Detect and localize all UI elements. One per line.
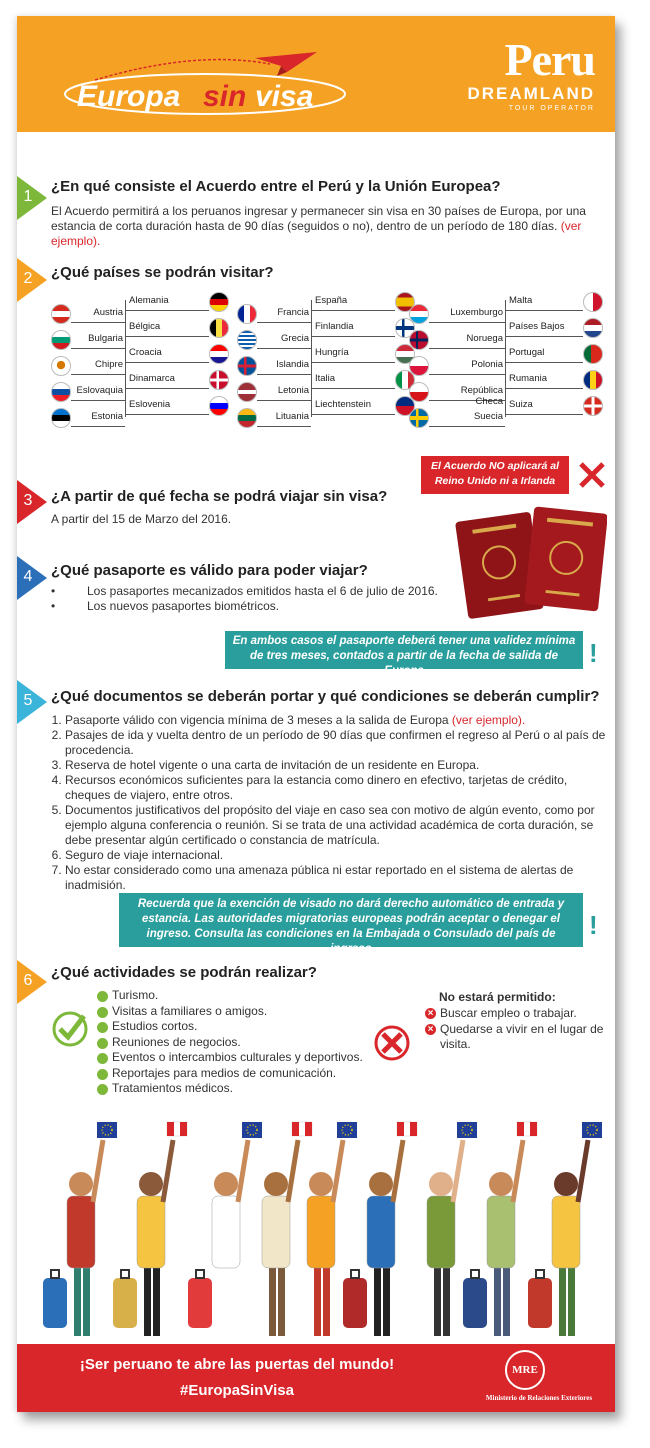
luggage-icon bbox=[343, 1278, 367, 1328]
forbidden-activity-item: × Quedarse a vivir en el lugar de visita. bbox=[425, 1022, 605, 1053]
traveler-arm bbox=[578, 1140, 588, 1202]
traveler-body bbox=[427, 1196, 455, 1268]
traveler-head bbox=[369, 1172, 393, 1196]
document-item: 1. Pasaporte válido con vigencia mínima de 3 meses a la salida de Europa (ver ejemplo). bbox=[65, 713, 607, 728]
allowed-activity-item: Visitas a familiares o amigos. bbox=[97, 1004, 363, 1020]
footer-hashtag[interactable]: #EuropaSinVisa bbox=[180, 1382, 294, 1399]
country-name: Grecia bbox=[281, 333, 309, 344]
traveler-head bbox=[309, 1172, 333, 1196]
traveler-leg bbox=[383, 1266, 390, 1336]
section-2-badge: 2 bbox=[17, 258, 47, 302]
country-name: Polonia bbox=[471, 359, 503, 370]
traveler-body bbox=[67, 1196, 95, 1268]
luggage-icon bbox=[463, 1278, 487, 1328]
section-1-badge: 1 bbox=[17, 176, 47, 220]
traveler-body bbox=[307, 1196, 335, 1268]
traveler-head bbox=[139, 1172, 163, 1196]
flag-icon bbox=[583, 396, 603, 416]
section-4-badge: 4 bbox=[17, 556, 47, 600]
traveler-arm bbox=[163, 1140, 173, 1202]
flag-icon bbox=[409, 330, 429, 350]
flag-icon bbox=[409, 408, 429, 428]
document-item: 2. Pasajes de ida y vuelta dentro de un período de 90 días que confirmen el regreso al Perú o al país de procedencia. bbox=[65, 728, 607, 758]
flag-icon bbox=[583, 370, 603, 390]
section-3-question: ¿A partir de qué fecha se podrá viajar sin visa? bbox=[51, 488, 388, 505]
traveler-leg bbox=[74, 1266, 81, 1336]
section-3-badge: 3 bbox=[17, 480, 47, 524]
eu-flag-icon bbox=[97, 1122, 117, 1138]
country-connector bbox=[311, 300, 312, 417]
country-name: Bulgaria bbox=[88, 333, 123, 344]
section-5-question: ¿Qué documentos se deberán portar y qué condiciones se deberán cumplir? bbox=[51, 688, 600, 705]
section-4-bullets bbox=[51, 584, 451, 614]
traveler-arm bbox=[333, 1140, 343, 1202]
luggage-handle bbox=[196, 1270, 204, 1278]
allowed-activities-list bbox=[97, 988, 363, 1097]
luggage-icon bbox=[43, 1278, 67, 1328]
allowed-activity-item: Estudios cortos. bbox=[97, 1019, 363, 1035]
country-name: Eslovenia bbox=[129, 399, 171, 410]
traveler-head bbox=[554, 1172, 578, 1196]
flag-icon bbox=[51, 330, 71, 350]
traveler-arm bbox=[513, 1140, 523, 1202]
forbidden-icon bbox=[373, 1024, 411, 1062]
luggage-icon bbox=[113, 1278, 137, 1328]
document-item: 7. No estar considerado como una amenaza pública ni estar reportado en el sistema de alertas de inadmisión. bbox=[65, 863, 607, 893]
eu-flag-icon bbox=[582, 1122, 602, 1138]
country-name: España bbox=[315, 295, 348, 306]
flag-icon bbox=[237, 408, 257, 428]
section-4-question: ¿Qué pasaporte es válido para poder viajar? bbox=[51, 562, 368, 579]
country-name: Islandia bbox=[276, 359, 309, 370]
documents-list bbox=[51, 713, 607, 893]
country-name: Austria bbox=[93, 307, 123, 318]
peru-flag-stripe bbox=[530, 1122, 537, 1136]
not-allowed-title: No estará permitido: bbox=[439, 990, 556, 1004]
traveler-leg bbox=[494, 1266, 501, 1336]
exclamation-icon: ! bbox=[589, 910, 598, 940]
passport-bullet: • Los pasaportes mecanizados emitidos hasta el 6 de julio de 2016. bbox=[51, 584, 438, 598]
eu-flag-icon bbox=[457, 1122, 477, 1138]
traveler-leg bbox=[559, 1266, 566, 1336]
flag-icon bbox=[209, 396, 229, 416]
peru-dreamland-logo bbox=[435, 34, 595, 112]
country-name: Malta bbox=[509, 295, 533, 306]
traveler-leg bbox=[219, 1266, 226, 1336]
section-1-example-link[interactable]: (ver ejemplo). bbox=[51, 219, 582, 248]
traveler-leg bbox=[314, 1266, 321, 1336]
peru-flag-stripe bbox=[517, 1122, 524, 1136]
flag-icon bbox=[237, 330, 257, 350]
peru-flag-stripe bbox=[292, 1122, 299, 1136]
flag-icon bbox=[237, 382, 257, 402]
country-name: Finlandia bbox=[315, 321, 354, 332]
brand-name: Peru bbox=[504, 34, 595, 85]
traveler-arm bbox=[238, 1140, 248, 1202]
traveler-head bbox=[214, 1172, 238, 1196]
traveler-arm bbox=[453, 1140, 463, 1202]
country-connector bbox=[505, 300, 506, 417]
traveler-head bbox=[429, 1172, 453, 1196]
traveler-arm bbox=[393, 1140, 403, 1202]
flag-icon bbox=[237, 304, 257, 324]
luggage-handle bbox=[351, 1270, 359, 1278]
allowed-activity-item: Reuniones de negocios. bbox=[97, 1035, 363, 1051]
country-connector bbox=[125, 300, 126, 417]
traveler-body bbox=[552, 1196, 580, 1268]
documents-example-link[interactable]: (ver ejemplo). bbox=[451, 713, 526, 727]
section-1-question: ¿En qué consiste el Acuerdo entre el Perú y la Unión Europea? bbox=[51, 178, 501, 195]
eu-flag-icon bbox=[242, 1122, 262, 1138]
ministry-name: Ministerio de Relaciones Exteriores bbox=[485, 1394, 593, 1402]
header-banner bbox=[17, 16, 615, 132]
country-name: Dinamarca bbox=[129, 373, 175, 384]
peru-flag-stripe bbox=[410, 1122, 417, 1136]
traveler-arm bbox=[288, 1140, 298, 1202]
allowed-activity-item: Turismo. bbox=[97, 988, 363, 1004]
forbidden-activity-item: × Buscar empleo o trabajar. bbox=[425, 1006, 605, 1022]
country-name: Noruega bbox=[466, 333, 503, 344]
peru-flag-stripe bbox=[397, 1122, 404, 1136]
close-x-icon bbox=[573, 456, 611, 494]
country-name: Rumania bbox=[509, 373, 548, 384]
traveler-body bbox=[262, 1196, 290, 1268]
flag-icon bbox=[409, 356, 429, 376]
flag-icon bbox=[209, 318, 229, 338]
flag-icon bbox=[51, 408, 71, 428]
passport-validity-notice: En ambos casos el pasaporte deberá tener una validez mínima de tres meses, contados a partir de la fecha de salida de Europa bbox=[225, 631, 583, 669]
allowed-activity-item: Eventos o intercambios culturales y deportivos. bbox=[97, 1050, 363, 1066]
country-name: Francia bbox=[277, 307, 309, 318]
country-name: Lituania bbox=[275, 411, 309, 422]
flag-icon bbox=[409, 382, 429, 402]
country-name: Luxemburgo bbox=[450, 307, 503, 318]
luggage-icon bbox=[528, 1278, 552, 1328]
flag-icon bbox=[209, 370, 229, 390]
traveler-body bbox=[212, 1196, 240, 1268]
not-apply-notice: El Acuerdo NO aplicará al Reino Unido ni a Irlanda bbox=[421, 456, 569, 494]
peru-flag-stripe bbox=[180, 1122, 187, 1136]
flag-icon bbox=[237, 356, 257, 376]
country-name: República Checa bbox=[460, 385, 503, 407]
traveler-leg bbox=[374, 1266, 381, 1336]
traveler-leg bbox=[503, 1266, 510, 1336]
traveler-head bbox=[69, 1172, 93, 1196]
country-name: Croacia bbox=[129, 347, 162, 358]
logo-word-europa: Europa bbox=[77, 80, 181, 113]
luggage-icon bbox=[188, 1278, 212, 1328]
traveler-body bbox=[137, 1196, 165, 1268]
infographic-sheet bbox=[17, 16, 615, 1412]
document-item: 6. Seguro de viaje internacional. bbox=[65, 848, 607, 863]
country-name: Hungría bbox=[315, 347, 349, 358]
flag-icon bbox=[209, 344, 229, 364]
exclamation-icon: ! bbox=[589, 638, 598, 668]
country-name: Suecia bbox=[473, 411, 503, 422]
passport-bullet: • Los nuevos pasaportes biométricos. bbox=[51, 599, 280, 613]
traveler-arm bbox=[93, 1140, 103, 1202]
traveler-head bbox=[489, 1172, 513, 1196]
flag-icon bbox=[51, 382, 71, 402]
eu-flag-icon bbox=[337, 1122, 357, 1138]
traveler-leg bbox=[83, 1266, 90, 1336]
footer-slogan: ¡Ser peruano te abre las puertas del mundo! bbox=[79, 1356, 395, 1373]
flag-icon bbox=[583, 292, 603, 312]
logo-word-visa: visa bbox=[255, 80, 314, 113]
document-item: 4. Recursos económicos suficientes para la estancia como dinero en efectivo, tarjetas de crédito, cheques de viajero, entre otros. bbox=[65, 773, 607, 803]
traveler-leg bbox=[144, 1266, 151, 1336]
flag-icon bbox=[583, 318, 603, 338]
document-item: 3. Reserva de hotel vigente o una carta de invitación de un residente en Europa. bbox=[65, 758, 607, 773]
section-6-badge: 6 bbox=[17, 960, 47, 1004]
country-name: Estonia bbox=[91, 411, 123, 422]
country-name: Alemania bbox=[129, 295, 169, 306]
country-name: Letonia bbox=[277, 385, 309, 396]
traveler-leg bbox=[269, 1266, 276, 1336]
mre-seal-logo: MRE bbox=[505, 1350, 545, 1390]
flag-icon bbox=[209, 292, 229, 312]
country-name: Suiza bbox=[509, 399, 533, 410]
traveler-leg bbox=[443, 1266, 450, 1336]
section-1-body: El Acuerdo permitirá a los peruanos ingresar y permanecer sin visa en 30 países de Europa, por una estancia de corta duración hasta de 90 días (seguidos o no), dentro de un período de 180 días. (ver ejemplo). bbox=[51, 204, 586, 248]
traveler-body bbox=[487, 1196, 515, 1268]
traveler-leg bbox=[278, 1266, 285, 1336]
country-name: Eslovaquia bbox=[76, 385, 123, 396]
document-item: 5. Documentos justificativos del propósito del viaje en caso sea con motivo de algún evento, como por ejemplo alguna conferencia o reunión. Si se trata de una actividad académica de corta duración, se debe presentar algún certificado o constancia de matrícula. bbox=[65, 803, 607, 848]
flag-icon bbox=[51, 304, 71, 324]
europa-sin-visa-logo bbox=[55, 50, 355, 120]
flag-icon bbox=[409, 304, 429, 324]
brand-sub: DREAMLAND bbox=[467, 84, 595, 103]
traveler-head bbox=[264, 1172, 288, 1196]
traveler-leg bbox=[323, 1266, 330, 1336]
traveler-leg bbox=[153, 1266, 160, 1336]
luggage-handle bbox=[121, 1270, 129, 1278]
country-name: Países Bajos bbox=[509, 321, 565, 332]
luggage-handle bbox=[51, 1270, 59, 1278]
travelers-illustration bbox=[17, 1090, 615, 1346]
visa-exemption-notice: Recuerda que la exención de visado no dará derecho automático de entrada y estancia. Las autoridades migratorias europeas podrán aceptar o denegar el ingreso. Consulta las condiciones en la Embajada o Consulado del país de ingreso bbox=[119, 893, 583, 947]
luggage-handle bbox=[536, 1270, 544, 1278]
forbidden-activities-list bbox=[425, 1006, 605, 1053]
logo-word-sin: sin bbox=[203, 80, 247, 113]
peru-flag-stripe bbox=[167, 1122, 174, 1136]
country-name: Bélgica bbox=[129, 321, 161, 332]
section-3-body: A partir del 15 de Marzo del 2016. bbox=[51, 512, 232, 526]
country-name: Portugal bbox=[509, 347, 545, 358]
allowed-activity-item: Tratamientos médicos. bbox=[97, 1081, 363, 1097]
traveler-body bbox=[367, 1196, 395, 1268]
flag-icon bbox=[51, 356, 71, 376]
passports-image bbox=[447, 502, 607, 620]
section-2-question: ¿Qué países se podrán visitar? bbox=[51, 264, 274, 281]
country-name: Italia bbox=[315, 373, 336, 384]
footer-banner bbox=[17, 1344, 615, 1412]
country-name: Chipre bbox=[95, 359, 123, 370]
traveler-leg bbox=[434, 1266, 441, 1336]
checkmark-icon bbox=[51, 1010, 89, 1048]
traveler-leg bbox=[568, 1266, 575, 1336]
flag-icon bbox=[583, 344, 603, 364]
section-6-question: ¿Qué actividades se podrán realizar? bbox=[51, 964, 317, 981]
section-5-badge: 5 bbox=[17, 680, 47, 724]
traveler-leg bbox=[228, 1266, 235, 1336]
country-name: Liechtenstein bbox=[315, 399, 371, 410]
peru-flag-stripe bbox=[305, 1122, 312, 1136]
luggage-handle bbox=[471, 1270, 479, 1278]
brand-tag: TOUR OPERATOR bbox=[508, 105, 595, 112]
allowed-activity-item: Reportajes para medios de comunicación. bbox=[97, 1066, 363, 1082]
